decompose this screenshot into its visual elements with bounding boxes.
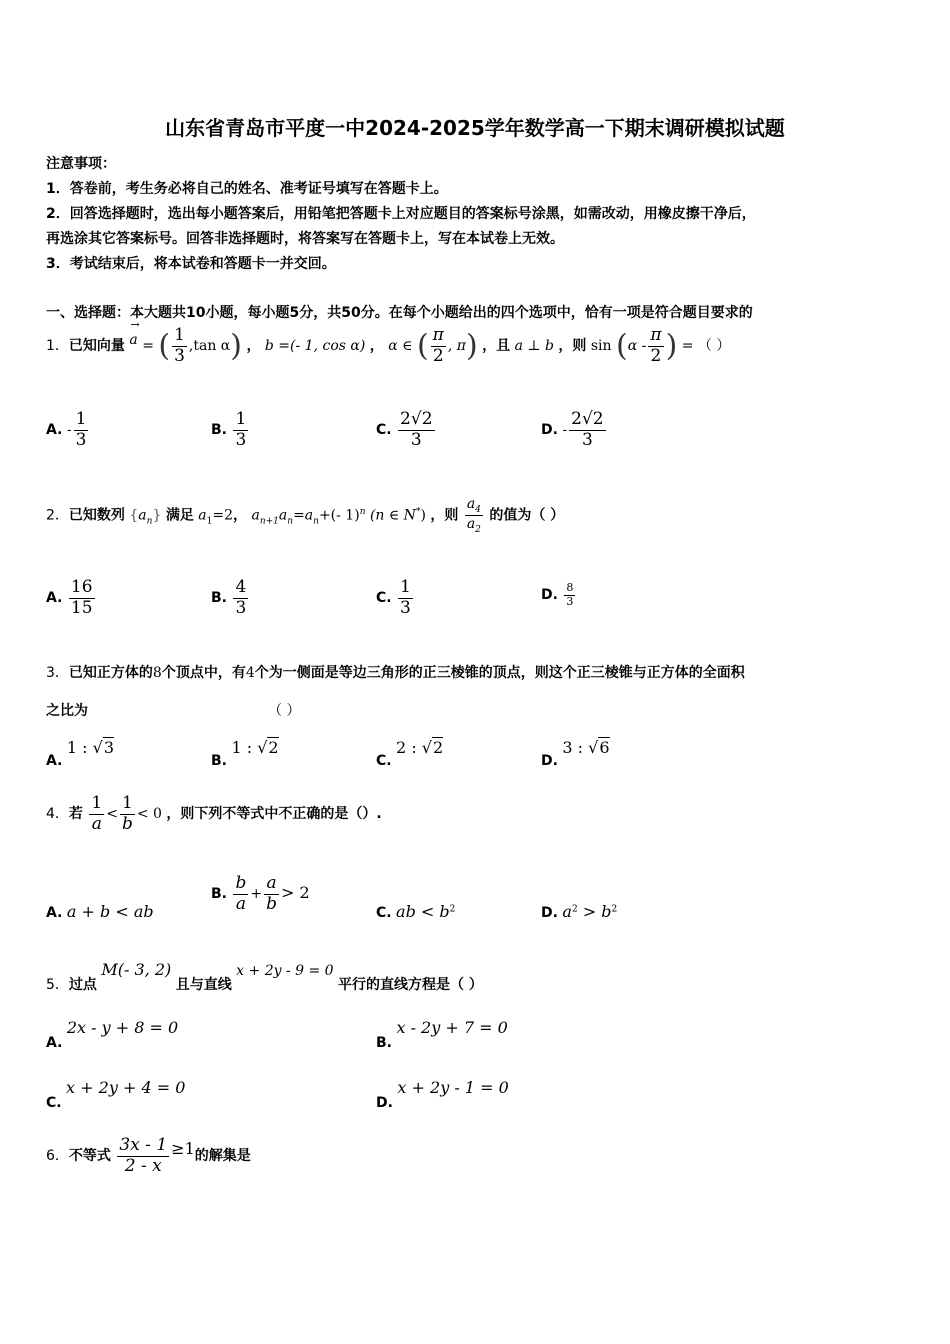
question-text: 个顶点中，有 (161, 665, 246, 681)
question-6: 6．不等式 $\frac{3x - 1}{2 - x}$ ≥1的解集是 (46, 1135, 251, 1176)
question-text: 已知正方体的 (68, 665, 153, 681)
question-3-cont (46, 700, 300, 720)
question-text: ，则下列不等式中不正确的是（）. (166, 806, 382, 823)
question-text: 满足 (165, 507, 194, 524)
option-4a[interactable]: A. a + b < ab (46, 902, 154, 921)
comma: ， (233, 507, 248, 524)
question-number: 6． (46, 1148, 69, 1165)
notice-heading: 注意事项： (46, 156, 116, 172)
question-text: ，则 (558, 338, 587, 355)
question-text: 不等式 (68, 1148, 111, 1165)
question-1: 1．已知向量 → a = ( $\frac{1}{3}$ ,tan α) ， b =(- 1, cos α) ， α ∈ ( $\frac{\pi}{2}$ , π) ，且 a ⊥ b ，则 sin (α - $\frac{\pi}{2}$ ) = （ ） (46, 318, 731, 366)
question-number: 4． (46, 806, 69, 823)
fraction-a4-a2: $\frac{a_4}{a_2}$ (466, 496, 481, 535)
question-number: 1． (46, 338, 69, 355)
perpendicular: a ⊥ b (514, 338, 554, 355)
comma: ， (246, 338, 261, 355)
pi: , π (447, 338, 466, 355)
question-text: 过点 (68, 977, 97, 993)
option-2a[interactable]: A. $\frac{16}{15}$ (46, 577, 93, 618)
option-2d[interactable]: D. $\frac{8}{3}$ (541, 581, 574, 608)
option-5c[interactable]: C. x + 2y + 4 = 0 (46, 1078, 186, 1111)
option-3b[interactable]: B. 1 : √2 (211, 738, 279, 769)
question-text: 个为一侧面是等边三角形的正三棱锥的顶点，则这个正三棱锥与正方体的全面积 (254, 665, 745, 681)
sin: sin (590, 338, 612, 355)
answer-blank: （ ） (268, 703, 301, 719)
notice-item-3: 3．考试结束后，将本试卷和答题卡一并交回。 (46, 256, 336, 272)
question-text: ，则 (430, 507, 459, 524)
page-title: 山东省青岛市平度一中2024-2025学年数学高一下期末调研模拟试题 (165, 116, 785, 140)
answer-blank: （ ） (697, 338, 731, 355)
question-text: 已知向量 (68, 338, 125, 355)
option-1b[interactable]: B. $\frac{1}{3}$ (211, 409, 247, 450)
pi-over-2: $\frac{\pi}{2}$ (650, 325, 662, 366)
alpha-in: α ∈ (388, 338, 413, 355)
question-5 (46, 960, 483, 994)
question-text: 平行的直线方程是（ ） (338, 977, 483, 993)
option-4d[interactable]: D. $a^2 > b^2$ (541, 902, 618, 921)
point-m: M(- 3, 2) (101, 960, 172, 979)
notice-item-2-cont: 再选涂其它答案标号。回答非选择题时，将答案写在答题卡上，写在本试卷上无效。 (46, 231, 564, 247)
question-text: 若 (68, 806, 83, 823)
question-4: 4．若 $\frac{1}{a}$ < $\frac{1}{b}$ < 0 ，则下列不等式中不正确的是（）. (46, 793, 382, 834)
option-1a[interactable]: A. - $\frac{1}{3}$ (46, 409, 87, 450)
question-number: 5． (46, 977, 69, 993)
question-3: 3．已知正方体的8个顶点中，有4个为一侧面是等边三角形的正三棱锥的顶点，则这个正三棱锥与正方体的全面积 (46, 665, 745, 681)
question-text: 的解集是 (194, 1148, 251, 1165)
notice-item-1: 1．答卷前，考生务必将自己的姓名、准考证号填写在答题卡上。 (46, 181, 448, 197)
option-1d[interactable]: D. - $\frac{2√2}{3}$ (541, 409, 604, 450)
section-heading: 一、选择题：本大题共10小题，每小题5分，共50分。在每个小题给出的四个选项中，恰有一项是符合题目要求的 (46, 305, 753, 321)
comma: ， (369, 338, 384, 355)
question-number: 2． (46, 507, 69, 524)
equals: = (142, 338, 154, 355)
option-2c[interactable]: C. $\frac{1}{3}$ (376, 577, 411, 618)
option-4b[interactable]: B. $\frac{b}{a}$ + $\frac{a}{b}$ > 2 (211, 873, 310, 914)
question-number: 3． (46, 665, 69, 681)
question-text: 已知数列 (68, 507, 125, 524)
vector-a: → a (129, 318, 140, 349)
alpha-minus: α - (627, 338, 647, 355)
question-text: 且与直线 (175, 977, 232, 993)
option-1c[interactable]: C. $\frac{2√2}{3}$ (376, 409, 433, 450)
fraction: $\frac{1}{3}$ (174, 325, 185, 366)
option-3c[interactable]: C. 2 : √2 (376, 738, 444, 769)
question-text: 之比为 (46, 703, 88, 719)
option-3a[interactable]: A. 1 : √3 (46, 738, 115, 769)
line-equation: x + 2y - 9 = 0 (236, 963, 334, 979)
question-text: ，且 (482, 338, 511, 355)
notice-item-2: 2．回答选择题时，选出每小题答案后，用铅笔把答题卡上对应题目的答案标号涂黑，如需改动，用橡皮擦干净后， (46, 206, 756, 222)
option-5a[interactable]: A. 2x - y + 8 = 0 (46, 1018, 179, 1051)
equals: = (681, 338, 694, 355)
option-3d[interactable]: D. 3 : √6 (541, 738, 610, 769)
question-text: 的值为（ ） (489, 507, 565, 524)
option-4c[interactable]: C. ab < $b^2$ (376, 902, 456, 921)
option-5b[interactable]: B. x - 2y + 7 = 0 (376, 1018, 508, 1051)
question-2: 2．已知数列 $\{a_n\}$ 满足 $a_1=2$， $a_{n+1}a_n=a_n+(-$ 1)$^n$ (n ∈ N*) ，则 $\frac{a_4}{a_2}$ 的值为（ ） (46, 496, 565, 535)
tan-alpha: ,tan α (188, 338, 231, 355)
pi-over-2: $\frac{\pi}{2}$ (432, 325, 444, 366)
option-5d[interactable]: D. x + 2y - 1 = 0 (376, 1078, 509, 1111)
vector-b: b =(- 1, cos α) (264, 338, 366, 355)
option-2b[interactable]: B. $\frac{4}{3}$ (211, 577, 247, 618)
